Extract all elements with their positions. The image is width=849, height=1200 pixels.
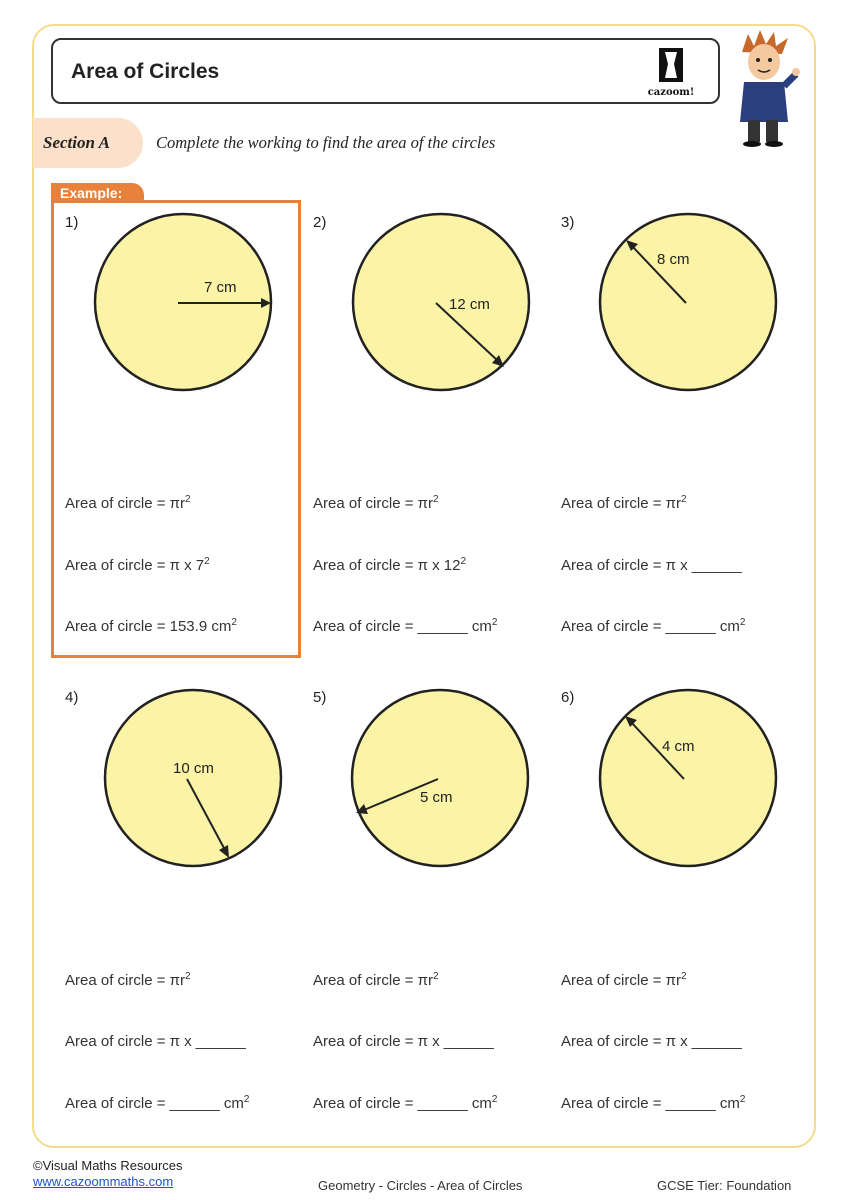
circle-diagram xyxy=(351,212,531,392)
instruction-text: Complete the working to find the area of the circles xyxy=(156,133,496,152)
answer-line: Area of circle = ______ $cm^2$ xyxy=(561,617,746,635)
answer-line: Area of circle = 153.9 $cm^2$ xyxy=(65,617,237,635)
circle-diagram xyxy=(93,212,273,392)
mascot-image xyxy=(730,30,800,148)
page-title: Area of Circles xyxy=(71,60,220,83)
section-label: Section A xyxy=(43,133,110,152)
radius-label: 7 cm xyxy=(204,279,237,296)
question-number: 2) xyxy=(313,214,327,231)
working-line: Area of circle = π x $7^2$ xyxy=(65,556,210,574)
circle-diagram xyxy=(350,688,530,868)
example-label: Example: xyxy=(60,185,123,201)
radius-label: 8 cm xyxy=(657,251,690,268)
radius-label: 10 cm xyxy=(173,760,214,777)
radius-label: 4 cm xyxy=(662,738,695,755)
question-number: 6) xyxy=(561,689,575,706)
cazoom-logo xyxy=(639,46,703,98)
footer-tier: GCSE Tier: Foundation xyxy=(657,1178,792,1193)
circle-diagram xyxy=(103,688,283,868)
radius-label: 12 cm xyxy=(449,296,490,313)
section-tab xyxy=(33,118,143,168)
footer-topic: Geometry - Circles - Area of Circles xyxy=(318,1178,523,1193)
title-box xyxy=(51,38,720,104)
logo-text: cazoom! xyxy=(647,87,695,98)
circle-diagram xyxy=(598,688,778,868)
circle-diagram xyxy=(598,212,778,392)
question-number: 4) xyxy=(65,689,79,706)
working-line: Area of circle = $\pi r^2$ xyxy=(561,971,687,989)
answer-line: Area of circle = ______ $cm^2$ xyxy=(313,1094,498,1112)
working-line: Area of circle = π x $12^2$ xyxy=(313,556,467,574)
radius-label: 5 cm xyxy=(420,789,453,806)
answer-line: Area of circle = ______ $cm^2$ xyxy=(561,1094,746,1112)
working-line: Area of circle = $\pi r^2$ xyxy=(65,971,191,989)
answer-line: Area of circle = ______ $cm^2$ xyxy=(313,617,498,635)
footer-copyright: ©Visual Maths Resources xyxy=(33,1158,183,1173)
working-line: Area of circle = π x ______ xyxy=(313,1033,494,1050)
working-line: Area of circle = π x ______ xyxy=(65,1033,246,1050)
answer-line: Area of circle = ______ $cm^2$ xyxy=(65,1094,250,1112)
working-line: Area of circle = $\pi r^2$ xyxy=(313,494,439,512)
working-line: Area of circle = π x ______ xyxy=(561,557,742,574)
working-line: Area of circle = $\pi r^2$ xyxy=(313,971,439,989)
footer-website-link[interactable]: www.cazoommaths.com xyxy=(33,1174,174,1189)
working-line: Area of circle = $\pi r^2$ xyxy=(561,494,687,512)
working-line: Area of circle = $\pi r^2$ xyxy=(65,494,191,512)
question-number: 1) xyxy=(65,214,79,231)
question-number: 5) xyxy=(313,689,327,706)
question-number: 3) xyxy=(561,214,575,231)
working-line: Area of circle = π x ______ xyxy=(561,1033,742,1050)
